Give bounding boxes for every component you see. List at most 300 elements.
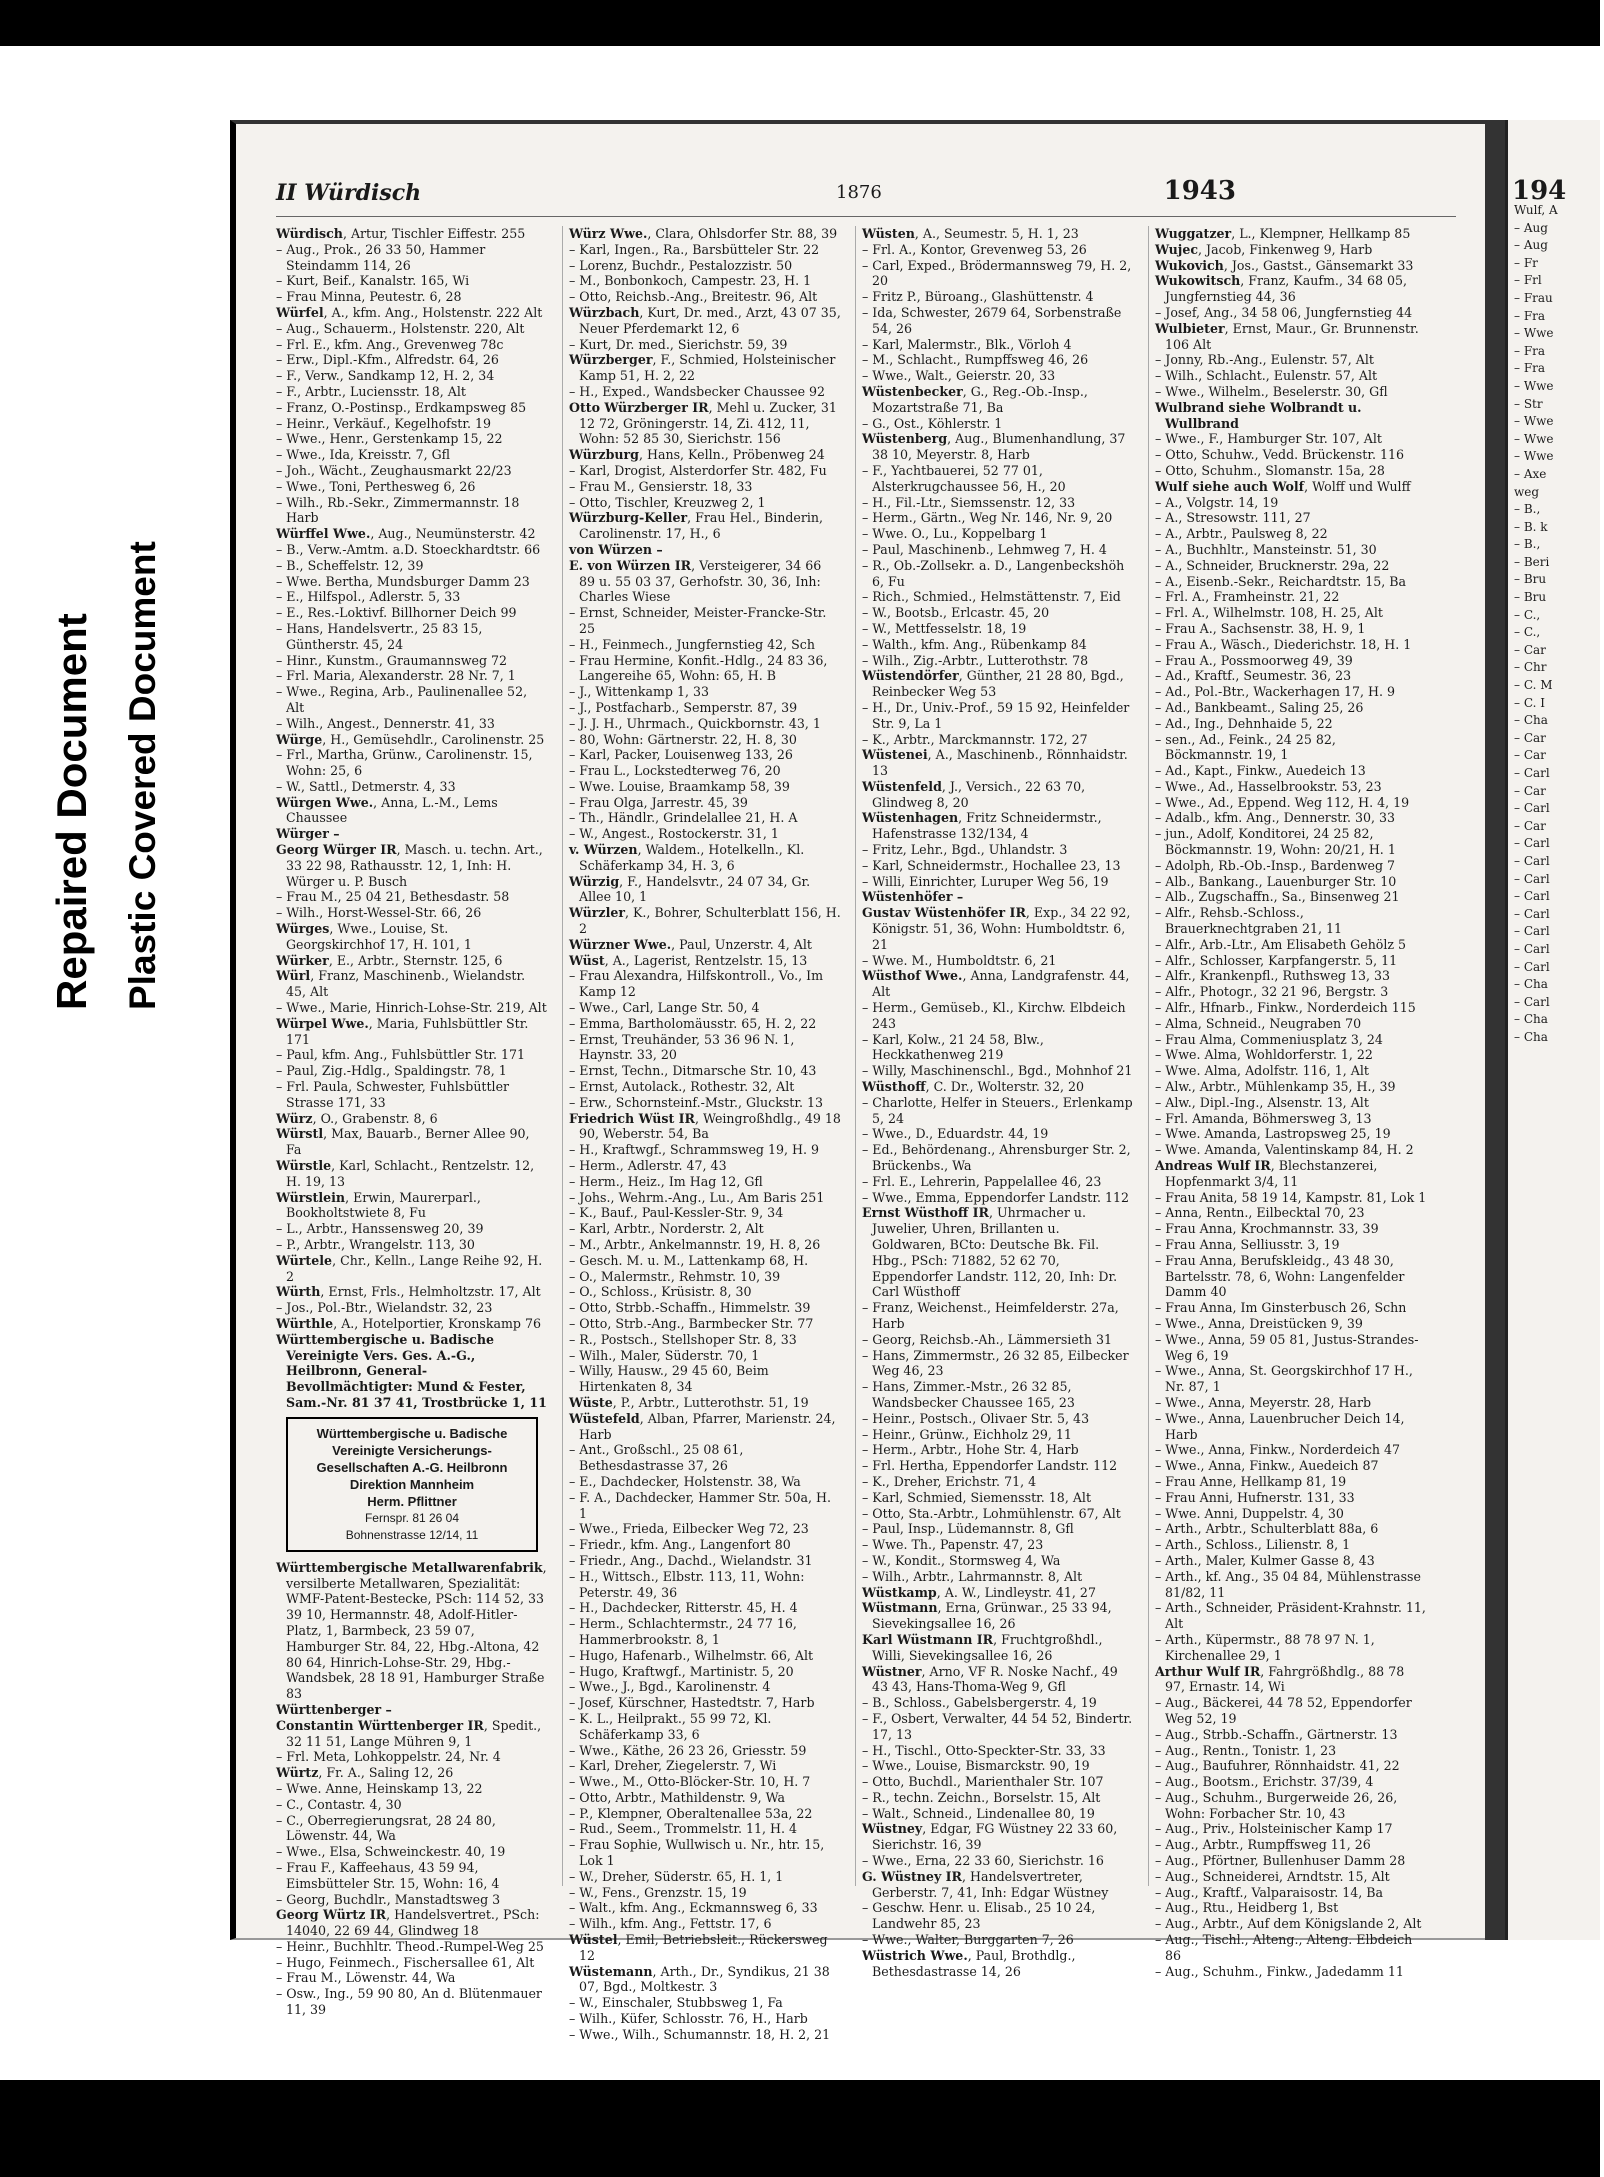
directory-entry: Würstlein, Erwin, Maurerparl., Bookholtstwiete 8, Fu (276, 1189, 481, 1221)
directory-entry: – Kurt, Dr. med., Sierichstr. 59, 39 (569, 336, 788, 352)
directory-entry: – Otto, Strb.-Ang., Barmbecker Str. 77 (569, 1315, 814, 1331)
directory-entry: Würger – (276, 826, 340, 842)
next-page-line: – Car (1514, 730, 1546, 745)
directory-entry: – Wwe., Walt., Geierstr. 20, 33 (862, 368, 1056, 384)
directory-entry: Wüstenfeld, J., Versich., 22 63 70, Glindweg 8, 20 (862, 778, 1086, 810)
directory-entry: – Frl. Paula, Schwester, Fuhlsbüttler Strasse 171, 33 (276, 1079, 510, 1110)
next-page-line: – Wwe (1514, 431, 1554, 446)
directory-entry: Wüsthoff, C. Dr., Wolterstr. 32, 20 (862, 1079, 1084, 1095)
directory-entry: – Frl. A., Framheinstr. 21, 22 (1155, 589, 1340, 605)
directory-entry: – Karl, Arbtr., Norderstr. 2, Alt (569, 1221, 764, 1237)
directory-entry: Würth, Ernst, Frls., Helmholtzstr. 17, Alt (276, 1284, 541, 1300)
directory-entry: – Aug., Priv., Holsteinischer Kamp 17 (1155, 1821, 1393, 1837)
directory-entry: – Wwe., Ad., Hasselbrookstr. 53, 23 (1155, 778, 1382, 794)
next-page-line: weg (1514, 484, 1540, 499)
directory-entry: – H., Exped., Wandsbecker Chaussee 92 (569, 383, 826, 399)
directory-entry: – A., Eisenb.-Sekr., Reichardtstr. 15, Ba (1155, 573, 1407, 589)
directory-entry: – R., Postsch., Stellshoper Str. 8, 33 (569, 1331, 797, 1347)
directory-entry: – Karl, Packer, Louisenweg 133, 26 (569, 747, 793, 763)
next-page-header: 194 (1512, 176, 1567, 206)
directory-entry: – Friedr., kfm. Ang., Langenfort 80 (569, 1537, 791, 1553)
directory-entry: – Carl, Exped., Brödermannsweg 79, H. 2, 20 (862, 257, 1132, 289)
directory-entry: Würpel Wwe., Maria, Fuhlsbüttler Str. 171 (276, 1015, 529, 1047)
directory-entry: – Wilh., Horst-Wessel-Str. 66, 26 (276, 905, 482, 921)
next-page-line: – B., (1514, 502, 1541, 517)
directory-entry: – H., Dr., Univ.-Prof., 59 15 92, Heinfelder Str. 9, La 1 (862, 699, 1130, 731)
directory-entry: – A., Arbtr., Paulsweg 8, 22 (1155, 526, 1328, 542)
directory-entry: – E., Res.-Loktivf. Billhorner Deich 99 (276, 605, 517, 621)
directory-entry: – Osw., Ing., 59 90 80, An d. Blütenmauer 11, 39 (276, 1986, 542, 2018)
directory-entry: – Alfr., Krankenpfl., Ruthsweg 13, 33 (1155, 968, 1391, 984)
directory-entry: Wukowitsch, Franz, Kaufm., 34 68 05, Jungfernstieg 44, 36 (1155, 273, 1408, 305)
directory-entry: – Ernst, Autolack., Rothestr. 32, Alt (569, 1079, 795, 1095)
directory-entry: – Karl, Schneidermstr., Hochallee 23, 13 (862, 857, 1121, 873)
directory-entry: – Wwe. Bertha, Mundsburger Damm 23 (276, 573, 530, 589)
directory-entry: – Johs., Wehrm.-Ang., Lu., Am Baris 251 (569, 1189, 825, 1205)
directory-entry: – Alfr., Arb.-Ltr., Am Elisabeth Gehölz 5 (1155, 936, 1407, 952)
directory-entry: – Hans, Zimmer.-Mstr., 26 32 85, Wandsbecker Chaussee 165, 23 (862, 1379, 1075, 1410)
directory-entry: – Frl. A., Kontor, Grevenweg 53, 26 (862, 241, 1087, 257)
directory-entry: – R., techn. Zeichn., Borselstr. 15, Alt (862, 1789, 1101, 1805)
directory-entry: – Frau Minna, Peutestr. 6, 28 (276, 289, 462, 305)
next-page-line: – Carl (1514, 924, 1550, 939)
directory-entry: – P., Klempner, Oberaltenallee 53a, 22 (569, 1805, 813, 1821)
directory-entry: – Alfr., Rehsb.-Schloss., Brauerknechtgraben 21, 11 (1155, 905, 1343, 937)
directory-entry: – Frau Sophie, Wullwisch u. Nr., htr. 15, Lok 1 (569, 1837, 825, 1869)
directory-entry: v. Würzen, Waldem., Hotelkelln., Kl. Schäferkamp 34, H. 3, 6 (569, 842, 805, 873)
directory-entry: Wüstenei, A., Maschinenb., Rönnhaidstr. 13 (862, 747, 1128, 779)
directory-entry: – Aug., Bäckerei, 44 78 52, Eppendorfer Weg 52, 19 (1155, 1695, 1412, 1726)
directory-entry: – Wilh., Rb.-Sekr., Zimmermannstr. 18 Harb (276, 494, 520, 526)
ad-line: Württembergische u. Badische (316, 1425, 508, 1441)
directory-entry: Wulbieter, Ernst, Maur., Gr. Brunnenstr. 106 Alt (1155, 320, 1419, 352)
directory-entry: Wüstenhagen, Fritz Schneidermstr., Hafenstrasse 132/134, 4 (862, 810, 1102, 842)
directory-entry: Würker, E., Arbtr., Sternstr. 125, 6 (276, 952, 503, 968)
directory-entry: – Ad., Pol.-Btr., Wackerhagen 17, H. 9 (1155, 684, 1396, 700)
directory-entry: – Aug., Rtu., Heidberg 1, Bst (1155, 1900, 1339, 1916)
directory-entry: – G., Ost., Köhlerstr. 1 (862, 415, 1003, 431)
directory-entry: – Gesch. M. u. M., Lattenkamp 68, H. (569, 1252, 809, 1268)
next-page-line: – Carl (1514, 836, 1550, 851)
directory-entry: – Arth., Arbtr., Schulterblatt 88a, 6 (1155, 1521, 1379, 1537)
directory-entry: Wüstenberg, Aug., Blumenhandlung, 37 38 10, Meyerstr. 8, Harb (862, 431, 1126, 463)
next-page-line: – Frl (1514, 273, 1542, 288)
directory-entry: Wüstmann, Erna, Grünwar., 25 33 94, Sievekingsallee 16, 26 (862, 1600, 1112, 1632)
directory-entry: – Otto, Reichsb.-Ang., Breitestr. 96, Alt (569, 289, 818, 305)
directory-entry: – Arth., Maler, Kulmer Gasse 8, 43 (1155, 1552, 1375, 1568)
directory-entry: – Aug., Arbtr., Auf dem Königslande 2, Alt (1155, 1916, 1422, 1932)
directory-entry: – Anna, Rentn., Eilbecktal 70, 23 (1155, 1205, 1365, 1221)
directory-entry: – H., Fil.-Ltr., Siemssenstr. 12, 33 (862, 494, 1076, 510)
directory-entry: – Hans, Zimmermstr., 26 32 85, Eilbecker Weg 46, 23 (862, 1347, 1129, 1379)
directory-entry: Wüstel, Emil, Betriebsleit., Rückersweg 12 (569, 1932, 828, 1963)
directory-entry: – Ad., Ing., Dehnhaide 5, 22 (1155, 715, 1333, 731)
directory-entry: – jun., Adolf, Konditorei, 24 25 82, Böckmannstr. 19, Wohn: 20/21, H. 1 (1155, 826, 1396, 858)
directory-entry: – Frau A., Wäsch., Diederichstr. 18, H. 1 (1155, 636, 1412, 652)
directory-entry: – Joh., Wächt., Zeughausmarkt 22/23 (276, 462, 512, 478)
directory-entry: Würffel Wwe., Aug., Neumünsterstr. 42 (276, 526, 536, 542)
ad-line: Gesellschaften A.-G. Heilbronn (316, 1459, 508, 1475)
directory-entry: – Frl. E., kfm. Ang., Grevenweg 78c (276, 336, 504, 352)
directory-entry: Würzburg, Hans, Kelln., Pröbenweg 24 (569, 447, 825, 463)
directory-entry: Würfel, A., kfm. Ang., Holstenstr. 222 Alt (276, 304, 543, 320)
directory-entry: Georg Würger IR, Masch. u. techn. Art., 33 22 98, Rathausstr. 12, 1, Inh: H. Würger u. P. Busch (276, 842, 543, 889)
directory-entry: – Karl, Dreher, Ziegelerstr. 7, Wi (569, 1758, 777, 1774)
directory-entry: – Arth., Schneider, Präsident-Krahnstr. 11, Alt (1155, 1600, 1426, 1632)
directory-entry: – Aug., Tischl., Alteng., Alteng. Elbdeich 86 (1155, 1932, 1413, 1963)
directory-entry: Würstle, Karl, Schlacht., Rentzelstr. 12, H. 19, 13 (276, 1158, 535, 1189)
directory-entry: – Ida, Schwester, 2679 64, Sorbenstraße 54, 26 (862, 304, 1122, 336)
directory-entry: – Georg, Reichsb.-Ah., Lämmersieth 31 (862, 1331, 1112, 1347)
directory-entry: – Frau Anna, Krochmannstr. 33, 39 (1155, 1221, 1379, 1237)
directory-entry: – A., Schneider, Brucknerstr. 29a, 22 (1155, 557, 1390, 573)
directory-entry: – Wwe., Ad., Eppend. Weg 112, H. 4, 19 (1155, 794, 1410, 810)
scanned-page (230, 120, 1485, 2042)
directory-entry: – Herm., Gemüseb., Kl., Kirchw. Elbdeich 243 (862, 1000, 1126, 1031)
directory-entry: – W., Angest., Rostockerstr. 31, 1 (569, 826, 779, 842)
directory-entry: – Wilh., Küfer, Schlosstr. 76, H., Harb (569, 2011, 808, 2027)
directory-entry: – C., Contastr. 4, 30 (276, 1796, 402, 1812)
directory-entry: – Wwe., Anna, Finkw., Norderdeich 47 (1155, 1442, 1401, 1458)
directory-entry: – Ad., Bankbeamt., Saling 25, 26 (1155, 699, 1364, 715)
next-page-line: – Car (1514, 748, 1546, 763)
directory-entry: – Willi, Einrichter, Luruper Weg 56, 19 (862, 873, 1109, 889)
directory-entry: – W., Sattl., Detmerstr. 4, 33 (276, 778, 456, 794)
directory-entry: – Frau F., Kaffeehaus, 43 59 94, Eimsbütteler Str. 15, Wohn: 16, 4 (276, 1859, 500, 1891)
directory-entry: – Ed., Behördenang., Ahrensburger Str. 2, Brückenbs., Wa (862, 1142, 1131, 1174)
next-page-line: – Carl (1514, 853, 1550, 868)
directory-entry: – Wwe., Elsa, Schweinckestr. 40, 19 (276, 1844, 506, 1860)
directory-entry: – Ernst, Schneider, Meister-Francke-Str. 25 (569, 605, 827, 636)
directory-entry: Friedrich Wüst IR, Weingroßhdlg., 49 18 90, Weberstr. 54, Ba (569, 1110, 841, 1142)
next-page-line: – C. M (1514, 678, 1553, 693)
directory-entry: – Herm., Adlerstr. 47, 43 (569, 1158, 727, 1174)
next-page-line: – B. k (1514, 519, 1548, 534)
directory-entry: – Wilh., Maler, Süderstr. 70, 1 (569, 1347, 760, 1363)
directory-entry: – Heinr., Verkäuf., Kegelhofstr. 19 (276, 415, 492, 431)
page-spine (1485, 120, 1505, 1940)
directory-entry: – Wilh., Angest., Dennerstr. 41, 33 (276, 715, 495, 731)
header-left: II Würdisch (276, 180, 422, 206)
directory-entry: – Wwe., Wilh., Schumannstr. 18, H. 2, 21 (569, 2026, 831, 2042)
directory-entry: – Frau Anna, Selliusstr. 3, 19 (1155, 1237, 1340, 1252)
directory-entry: Constantin Württenberger IR, Spedit., 32 11 51, Lange Mühren 9, 1 (276, 1717, 542, 1749)
directory-entry: – Erw., Schornsteinf.-Mstr., Gluckstr. 13 (569, 1094, 824, 1110)
directory-entry: – Frau Anita, 58 19 14, Kampstr. 81, Lok 1 (1155, 1189, 1427, 1205)
next-page-line: – Aug (1514, 220, 1548, 235)
next-page-line: – Bru (1514, 590, 1547, 605)
directory-entry: Wujec, Jacob, Finkenweg 9, Harb (1155, 241, 1373, 257)
directory-entry: – Wwe., Wilhelm., Beselerstr. 30, Gfl (1155, 383, 1388, 399)
ad-line: Bohnenstrasse 12/14, 11 (345, 1527, 479, 1542)
directory-entry: – Wwe. Louise, Braamkamp 58, 39 (569, 778, 790, 794)
directory-entry: – Aug., Schuhm., Finkw., Jadedamm 11 (1155, 1963, 1404, 1979)
directory-entry: – C., Oberregierungsrat, 28 24 80, Löwenstr. 44, Wa (276, 1812, 496, 1844)
directory-entry: Wüstemann, Arth., Dr., Syndikus, 21 38 07, Bgd., Moltkestr. 3 (569, 1963, 830, 1995)
directory-entry: – Paul, Zig.-Hdlg., Spaldingstr. 78, 1 (276, 1063, 507, 1079)
directory-entry: Würzbach, Kurt, Dr. med., Arzt, 43 07 35, Neuer Pferdemarkt 12, 6 (569, 304, 841, 336)
directory-entry: Georg Würtz IR, Handelsvertret., PSch: 14040, 22 69 44, Glindweg 18 (276, 1907, 540, 1939)
directory-entry: – Wwe. Th., Papenstr. 47, 23 (862, 1537, 1044, 1553)
directory-entry: – B., Verw.-Amtm. a.D. Stoeckhardtstr. 66 (276, 541, 541, 557)
directory-entry: – M., Bonbonkoch, Campestr. 23, H. 1 (569, 273, 812, 289)
ad-line: Vereinigte Versicherungs- (332, 1442, 492, 1458)
column-3 (862, 226, 1134, 1979)
directory-entry: Wüstenbecker, G., Reg.-Ob.-Insp., Mozartstraße 71, Ba (862, 383, 1088, 415)
directory-entry: – Emma, Bartholomäusstr. 65, H. 2, 22 (569, 1015, 817, 1031)
directory-entry: – Otto, Schuhw., Vedd. Brückenstr. 116 (1155, 447, 1405, 463)
next-page-line: – Chr (1514, 660, 1547, 675)
directory-entry: Wüstkamp, A. W., Lindleystr. 41, 27 (862, 1584, 1096, 1600)
directory-entry: – W., Bootsb., Erlcastr. 45, 20 (862, 605, 1050, 621)
directory-entry: – F., Osbert, Verwalter, 44 54 52, Bindertr. 17, 13 (862, 1710, 1133, 1742)
next-page-line: – Cha (1514, 1012, 1548, 1027)
directory-entry: G. Wüstney IR, Handelsvertreter, Gerberstr. 7, 41, Inh: Edgar Wüstney (862, 1868, 1109, 1900)
directory-entry: – Wwe. Alma, Adolfstr. 116, 1, Alt (1155, 1063, 1369, 1079)
directory-entry: Wüsten, A., Seumestr. 5, H. 1, 23 (862, 226, 1079, 241)
directory-entry: – Lorenz, Buchdr., Pestalozzistr. 50 (569, 257, 793, 273)
directory-entry: – Wwe., Toni, Perthesweg 6, 26 (276, 478, 476, 494)
directory-entry: – Rich., Schmied., Helmstättenstr. 7, Eid (862, 589, 1121, 605)
next-page-line: Wulf, A (1514, 203, 1558, 217)
directory-entry: – Frl. Amanda, Böhmersweg 3, 13 (1155, 1110, 1372, 1126)
directory-entry: – Jonny, Rb.-Ang., Eulenstr. 57, Alt (1155, 352, 1374, 368)
directory-entry: – Wwe., Louise, Bismarckstr. 90, 19 (862, 1758, 1090, 1774)
directory-entry: – Frau M., Löwenstr. 44, Wa (276, 1970, 456, 1986)
directory-entry: – Wwe., Emma, Eppendorfer Landstr. 112 (862, 1189, 1130, 1205)
directory-entry: – Frau M., Gensierstr. 18, 33 (569, 478, 753, 494)
directory-entry: – Wwe., Ida, Kreisstr. 7, Gfl (276, 447, 451, 463)
directory-entry: – Paul, Maschinenb., Lehmweg 7, H. 4 (862, 541, 1107, 557)
next-page-line: – Carl (1514, 871, 1550, 886)
next-page-line: – Carl (1514, 906, 1550, 921)
directory-entry: Würzler, K., Bohrer, Schulterblatt 156, H. 2 (569, 905, 841, 937)
directory-entry: – R., Ob.-Zollsekr. a. D., Langenbeckshöh 6, Fu (862, 557, 1125, 589)
directory-entry: – B., Schloss., Gabelsbergerstr. 4, 19 (862, 1695, 1097, 1711)
directory-entry: Ernst Wüsthoff IR, Uhrmacher u. Juwelier, Uhren, Brillanten u. Goldwaren, BCto: Deutsche Bk. Fil. Hbg., PSch: 71882, 52 62 70, Eppendorfer Landstr. 112, 20, Inh: Dr. Carl Wüsthoff (862, 1205, 1118, 1300)
directory-entry: Wulbrand siehe Wolbrandt u. Wullbrand (1155, 399, 1362, 431)
directory-entry: – Otto, Strbb.-Schaffn., Himmelstr. 39 (569, 1300, 811, 1316)
directory-entry: Wüstrich Wwe., Paul, Brothdlg., Bethesdastrasse 14, 26 (862, 1947, 1076, 1979)
directory-entry: Würtz, Fr. A., Saling 12, 26 (276, 1765, 454, 1781)
directory-entry: – Wwe., Regina, Arb., Paulinenallee 52, Alt (276, 684, 528, 715)
next-page-line: – Fra (1514, 361, 1546, 376)
directory-entry: Würgen Wwe., Anna, L.-M., Lems Chaussee (276, 794, 498, 826)
directory-entry: Wüstenhöfer – (862, 889, 964, 905)
directory-entry: – Ad., Kraftf., Seumestr. 36, 23 (1155, 668, 1352, 684)
directory-entry: – Karl, Malermstr., Blk., Vörloh 4 (862, 336, 1072, 352)
directory-entry: – Hugo, Hafenarb., Wilhelmstr. 66, Alt (569, 1647, 814, 1663)
directory-entry: Arthur Wulf IR, Fahrgrößhdlg., 88 78 97, Ernastr. 14, Wi (1155, 1663, 1405, 1695)
ad-line: Fernspr. 81 26 04 (364, 1510, 460, 1525)
directory-entry: – Wilh., Zig.-Arbtr., Lutterothstr. 78 (862, 652, 1089, 668)
directory-entry: – O., Malermstr., Rehmstr. 10, 39 (569, 1268, 781, 1284)
directory-entry: – Otto, Buchdl., Marienthaler Str. 107 (862, 1774, 1104, 1790)
directory-entry: – Josef, Kürschner, Hastedtstr. 7, Harb (569, 1695, 815, 1711)
directory-entry: – Wwe. Anni, Duppelstr. 4, 30 (1155, 1505, 1344, 1521)
directory-entry: Wüstendörfer, Günther, 21 28 80, Bgd., Reinbecker Weg 53 (862, 668, 1124, 700)
directory-entry: – F., Verw., Sandkamp 12, H. 2, 34 (276, 368, 495, 384)
next-page-line: – Fra (1514, 308, 1546, 323)
directory-entry: – Herm., Schlachtermstr., 24 77 16, Hammerbrookstr. 8, 1 (569, 1616, 797, 1647)
directory-entry: – Frl. E., Lehrerin, Pappelallee 46, 23 (862, 1173, 1102, 1189)
directory-entry: – H., Tischl., Otto-Speckter-Str. 33, 33 (862, 1742, 1106, 1758)
directory-entry: – Jos., Pol.-Btr., Wielandstr. 32, 23 (276, 1300, 493, 1316)
directory-entry: – Wwe., F., Hamburger Str. 107, Alt (1155, 431, 1382, 447)
directory-entry: – 80, Wohn: Gärtnerstr. 22, H. 8, 30 (569, 731, 797, 747)
next-page-line: – C., (1514, 607, 1541, 622)
directory-entry: Gustav Wüstenhöfer IR, Exp., 34 22 92, Königstr. 51, 36, Wohn: Humboldtstr. 6, 21 (862, 905, 1131, 952)
directory-entry: – Wwe., Carl, Lange Str. 50, 4 (569, 1000, 760, 1016)
directory-entry: – Hugo, Feinmech., Fischersallee 61, Alt (276, 1954, 535, 1970)
next-page-line: – Frau (1514, 290, 1553, 305)
directory-entry: – W., Dreher, Süderstr. 65, H. 1, 1 (569, 1868, 784, 1884)
directory-entry: – J., Wittenkamp 1, 33 (569, 684, 710, 700)
directory-entry: Wüstner, Arno, VF R. Noske Nachf., 49 43 43, Hans-Thoma-Weg 9, Gfl (862, 1663, 1118, 1695)
directory-entry: – B., Scheffelstr. 12, 39 (276, 557, 424, 573)
directory-entry: – Willy, Hausw., 29 45 60, Beim Hirtenkaten 8, 34 (569, 1363, 769, 1395)
page-number: 1876 (836, 182, 882, 203)
next-page-line: – Car (1514, 818, 1546, 833)
directory-entry: – Alfr., Photogr., 32 21 96, Bergstr. 3 (1155, 984, 1389, 1000)
directory-entry: Andreas Wulf IR, Blechstanzerei, Hopfenmarkt 3/4, 11 (1155, 1158, 1378, 1189)
directory-entry: Wuggatzer, L., Klempner, Hellkamp 85 (1155, 226, 1411, 241)
directory-entry: – Wwe., D., Eduardstr. 44, 19 (862, 1126, 1049, 1142)
column-divider (562, 226, 563, 1886)
directory-entry: – Otto, Sta.-Arbtr., Lohmühlenstr. 67, Alt (862, 1505, 1121, 1521)
directory-entry: E. von Würzen IR, Versteigerer, 34 66 89 u. 55 03 37, Gerhofstr. 30, 36, Inh: Charles Wiese (569, 557, 822, 605)
directory-entry: – Wwe., Henr., Gerstenkamp 15, 22 (276, 431, 503, 447)
header-rule (276, 216, 1456, 217)
next-page-line: – Carl (1514, 889, 1550, 904)
directory-entry: – Alw., Dipl.-Ing., Alsenstr. 13, Alt (1155, 1094, 1369, 1110)
directory-entry: – Wwe., Käthe, 26 23 26, Griesstr. 59 (569, 1742, 807, 1758)
directory-entry: – Heinr., Postsch., Olivaer Str. 5, 43 (862, 1410, 1090, 1426)
directory-entry: Wüsthof Wwe., Anna, Landgrafenstr. 44, Alt (862, 968, 1130, 1000)
directory-entry: – Arth., Küpermstr., 88 78 97 N. 1, Kirchenallee 29, 1 (1155, 1631, 1375, 1663)
directory-entry: – Otto, Arbtr., Mathildenstr. 9, Wa (569, 1789, 786, 1805)
directory-entry: – Frl. Maria, Alexanderstr. 28 Nr. 7, 1 (276, 668, 516, 684)
directory-entry: – Alw., Arbtr., Mühlenkamp 35, H., 39 (1155, 1079, 1396, 1095)
directory-entry: – L., Arbtr., Hanssensweg 20, 39 (276, 1221, 484, 1237)
directory-entry: – W., Fens., Grenzstr. 15, 19 (569, 1884, 747, 1900)
directory-entry: – W., Mettfesselstr. 18, 19 (862, 620, 1027, 636)
directory-entry: – M., Schlacht., Rumpffsweg 46, 26 (862, 352, 1089, 368)
page-header (276, 176, 1476, 208)
column-divider (855, 226, 856, 1886)
directory-entry: – Karl, Drogist, Alsterdorfer Str. 482, Fu (569, 462, 827, 478)
directory-entry: Wukovich, Jos., Gastst., Gänsemarkt 33 (1155, 257, 1414, 273)
directory-entry: – Wwe., Frieda, Eilbecker Weg 72, 23 (569, 1521, 809, 1537)
directory-entry: – J., Postfacharb., Semperstr. 87, 39 (569, 699, 798, 715)
directory-entry: – Aug., Rentn., Tonistr. 1, 23 (1155, 1742, 1337, 1758)
directory-entry: – Otto, Tischler, Kreuzweg 2, 1 (569, 494, 766, 510)
column-1 (276, 226, 548, 2018)
column-2 (569, 226, 841, 2042)
directory-entry: – F. A., Dachdecker, Hammer Str. 50a, H. 1 (569, 1489, 831, 1521)
directory-entry: – Walt., Schneid., Lindenallee 80, 19 (862, 1805, 1095, 1821)
directory-entry: Wüstefeld, Alban, Pfarrer, Marienstr. 24, Harb (569, 1410, 836, 1442)
directory-entry: – P., Arbtr., Wrangelstr. 113, 30 (276, 1237, 475, 1252)
directory-entry: Wüste, P., Arbtr., Lutterothstr. 51, 19 (569, 1394, 809, 1410)
directory-entry: – Wwe. Alma, Wohldorferstr. 1, 22 (1155, 1047, 1373, 1063)
directory-entry: – sen., Ad., Feink., 24 25 82, Böckmannstr. 19, 1 (1155, 731, 1336, 763)
directory-entry: – Frl., Martha, Grünw., Carolinenstr. 15, Wohn: 25, 6 (276, 747, 533, 779)
directory-entry: – Wwe. Anne, Heinskamp 13, 22 (276, 1780, 483, 1796)
header-year: 1943 (1163, 176, 1236, 206)
directory-entry: – A., Volgstr. 14, 19 (1155, 494, 1279, 510)
directory-entry: – J. J. H., Uhrmach., Quickbornstr. 43, 1 (569, 715, 821, 731)
next-page-line: – B., (1514, 537, 1541, 552)
top-black-band (0, 0, 1600, 46)
directory-entry: – Alfr., Hfnarb., Finkw., Norderdeich 115 (1155, 1000, 1416, 1016)
directory-entry: – Wwe., Anna, Dreistücken 9, 39 (1155, 1315, 1363, 1331)
directory-entry: – Frau Anna, Im Ginsterbusch 26, Schn (1155, 1300, 1407, 1316)
directory-entry: – F., Arbtr., Luciensstr. 18, Alt (276, 383, 466, 399)
directory-entry: – Rud., Seem., Trommelstr. 11, H. 4 (569, 1821, 798, 1837)
next-page-line: – Cha (1514, 713, 1548, 728)
directory-entry: – A., Buchhltr., Mansteinstr. 51, 30 (1155, 541, 1377, 557)
directory-entry: Würstl, Max, Bauarb., Berner Allee 90, Fa (276, 1126, 530, 1158)
plastic-covered-label: Plastic Covered Document (122, 541, 163, 1010)
directory-entry: – Charlotte, Helfer in Steuers., Erlenkamp 5, 24 (862, 1094, 1133, 1126)
directory-entry: von Würzen – (569, 541, 663, 557)
directory-entry: – Otto, Schuhm., Slomanstr. 15a, 28 (1155, 462, 1385, 478)
directory-entry: – Aug., Pförtner, Bullenhuser Damm 28 (1155, 1853, 1406, 1869)
directory-entry: – Alma, Schneid., Neugraben 70 (1155, 1015, 1362, 1031)
column-divider (1148, 226, 1149, 1886)
directory-entry: – Wwe., Anna, Meyerstr. 28, Harb (1155, 1394, 1372, 1410)
next-page-line: – Axe (1514, 466, 1547, 481)
directory-entry: – Alfr., Schlosser, Karpfangerstr. 5, 11 (1155, 952, 1398, 968)
next-page-line: – Wwe (1514, 449, 1554, 464)
next-page-line: – Wwe (1514, 326, 1554, 341)
directory-entry: – Ant., Großschl., 25 08 61, Bethesdastrasse 37, 26 (569, 1442, 744, 1474)
directory-entry: Würzner Wwe., Paul, Unzerstr. 4, Alt (569, 936, 812, 952)
directory-entry: – Heinr., Buchhltr. Theod.-Rumpel-Weg 25 (276, 1938, 544, 1954)
directory-entry: Würzig, F., Handelsvtr., 24 07 34, Gr. Allee 10, 1 (569, 873, 811, 905)
directory-entry: – Adalb., kfm. Ang., Dennerstr. 30, 33 (1155, 810, 1396, 826)
directory-entry: – Wilh., Schlacht., Eulenstr. 57, Alt (1155, 368, 1378, 384)
directory-entry: – Wwe., J., Bgd., Karolinenstr. 4 (569, 1679, 771, 1695)
directory-entry: – Frl. Meta, Lohkoppelstr. 24, Nr. 4 (276, 1749, 501, 1765)
next-page-line: – C., (1514, 625, 1541, 640)
directory-entry: Würl, Franz, Maschinenb., Wielandstr. 45, Alt (276, 968, 526, 1000)
next-page-line: – Aug (1514, 238, 1548, 253)
directory-entry: – Wwe., Anna, St. Georgskirchhof 17 H., Nr. 87, 1 (1155, 1363, 1413, 1395)
directory-entry: – Frau Anna, Berufskleidg., 43 48 30, Bartelsstr. 78, 6, Wohn: Langenfelder Damm 40 (1155, 1252, 1405, 1300)
directory-entry: – Paul, kfm. Ang., Fuhlsbüttler Str. 171 (276, 1047, 525, 1063)
directory-entry: – Wwe., Anna, Lauenbrucher Deich 14, Harb (1155, 1410, 1405, 1442)
directory-entry: – Franz, O.-Postinsp., Erdkampsweg 85 (276, 399, 527, 415)
directory-entry: – Herm., Arbtr., Hohe Str. 4, Harb (862, 1442, 1079, 1458)
directory-entry: – Fritz, Lehr., Bgd., Uhlandstr. 3 (862, 842, 1068, 858)
directory-entry: – Kurt, Beif., Kanalstr. 165, Wi (276, 273, 470, 289)
next-page-line: – Fra (1514, 343, 1546, 358)
directory-entry: Würzburg-Keller, Frau Hel., Binderin, Carolinenstr. 17, H., 6 (569, 510, 824, 542)
next-page-line: – Carl (1514, 766, 1550, 780)
directory-entry: Otto Würzberger IR, Mehl u. Zucker, 31 12 72, Gröningerstr. 14, Zi. 412, 11, Wohn: 52 85 30, Sierichstr. 156 (569, 399, 837, 447)
directory-entry: – Wwe. M., Humboldtstr. 6, 21 (862, 952, 1057, 968)
directory-entry: – Georg, Buchdlr., Manstadtsweg 3 (276, 1891, 501, 1907)
directory-entry: – W., Einschaler, Stubbsweg 1, Fa (569, 1995, 783, 2011)
directory-entry: – Karl, Kolw., 21 24 58, Blw., Heckkathenweg 219 (862, 1031, 1044, 1063)
directory-entry: – Wwe., Erna, 22 33 60, Sierichstr. 16 (862, 1853, 1104, 1869)
directory-entry: – Th., Händlr., Grindelallee 21, H. A (569, 810, 798, 826)
directory-entry: – A., Stresowstr. 111, 27 (1155, 510, 1311, 526)
directory-entry: – Friedr., Ang., Dachd., Wielandstr. 31 (569, 1552, 813, 1568)
directory-entry: – H., Dachdecker, Ritterstr. 45, H. 4 (569, 1600, 798, 1616)
